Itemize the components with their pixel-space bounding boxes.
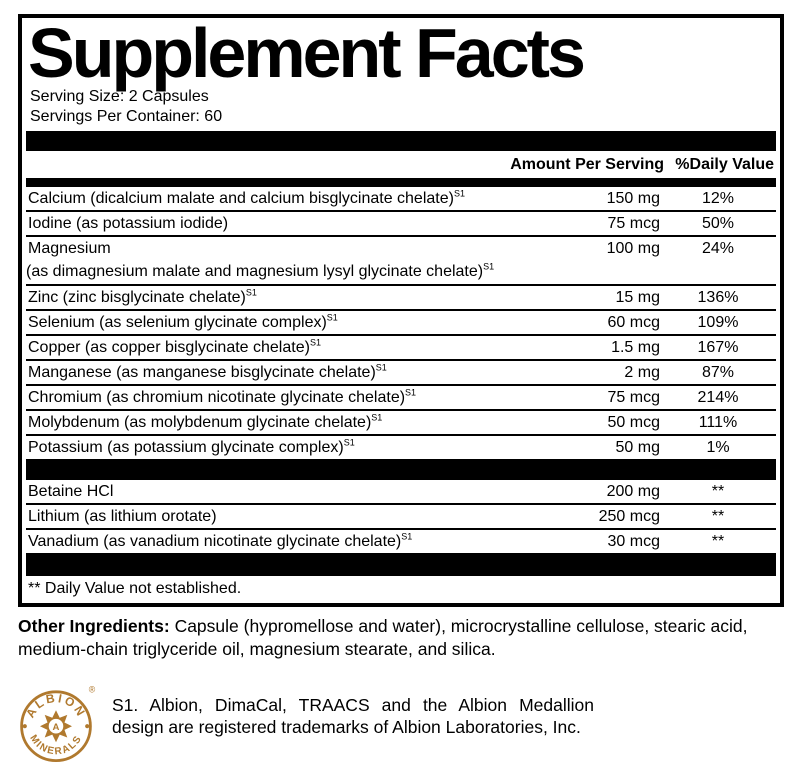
logo-right-dot [85,724,89,728]
header-divider-bar [26,178,776,187]
supplement-label-page [0,14,800,758]
trademark-line1: S1. Albion, DimaCal, TRAACS and the Albion Medallion [112,695,594,715]
nutrient-daily-value: 24% [701,240,735,257]
table-row-line [26,436,776,459]
footnote-marker: S1 [401,531,413,542]
other-ingredients-text1: Capsule (hypromellose and water), microcrystalline cellulose, stearic acid, [174,616,748,636]
footnote-marker: S1 [326,312,338,323]
nutrient-name: Potassium (as potassium glycinate complex)$^{S1}$ [28,437,355,456]
servings-per-container: Servings Per Container: 60 [30,108,223,125]
nutrient-name: Chromium (as chromium nicotinate glycinate chelate)$^{S1}$ [28,387,417,406]
logo-center-letter: A [52,721,60,733]
nutrient-amount: 2 mg [624,364,660,381]
daily-value-footnote: ** Daily Value not established. [28,580,242,597]
nutrient-daily-value: 214% [697,389,739,406]
table-row [26,386,776,411]
nutrient-name: Copper (as copper bisglycinate chelate)$^{S1}$ [28,337,321,356]
nutrient-amount: 50 mg [615,439,660,456]
nutrient-name: Calcium (dicalcium malate and calcium bisglycinate chelate)$^{S1}$ [28,188,465,207]
nutrient-daily-value: ** [711,508,725,525]
logo-left-dot [23,724,27,728]
panel-title: Supplement Facts [28,14,583,92]
table-row [26,436,776,461]
table-row [26,411,776,436]
table-row [26,237,776,286]
nutrient-amount: 50 mcg [607,414,660,431]
table-row-line [26,212,776,235]
nutrient-amount: 150 mg [606,190,660,207]
header-black-bar [26,131,776,151]
trademark-statement [112,683,594,763]
other-ingredients [18,615,760,661]
nutrient-daily-value: 12% [701,190,735,207]
column-header-daily-value: %Daily Value [675,156,774,173]
nutrient-name: Lithium (as lithium orotate) [28,508,217,525]
table-row [26,212,776,237]
footer-black-bar [26,553,776,576]
nutrient-daily-value: 109% [697,314,739,331]
table-row [26,505,776,530]
trademark-line2: design are registered trademarks of Albion Laboratories, Inc. [112,717,581,737]
other-ingredients-line2: medium-chain triglyceride oil, magnesium stearate, and silica. [18,639,496,659]
table-row-line [26,411,776,434]
nutrient-amount: 75 mcg [607,389,660,406]
table-row-line [26,311,776,334]
nutrient-name: Iodine (as potassium iodide) [28,215,229,232]
table-row-line [26,361,776,384]
nutrient-amount: 60 mcg [607,314,660,331]
table-row [26,480,776,505]
albion-medallion-icon [16,683,96,763]
table-row-line [26,530,776,553]
footnote-marker: S1 [453,188,465,199]
serving-size: Serving Size: 2 Capsules [30,88,209,105]
nutrient-name-continued: (as dimagnesium malate and magnesium lysyl glycinate chelate)$^{S1}$ [26,261,495,280]
nutrient-amount: 100 mg [606,240,660,257]
nutrient-daily-value: 167% [697,339,739,356]
trademark-footer [16,683,800,763]
other-ingredients-label: Other Ingredients: [18,616,170,636]
supplement-facts-panel [18,14,784,607]
nutrient-rows [26,187,776,553]
table-row-line [26,505,776,528]
nutrient-amount: 200 mg [606,483,660,500]
nutrient-name: Magnesium [28,240,111,257]
nutrient-name: Manganese (as manganese bisglycinate chelate)$^{S1}$ [28,362,387,381]
table-row-line [26,237,776,260]
nutrient-amount: 30 mcg [607,533,660,550]
nutrient-daily-value: 111% [698,414,738,431]
table-row [26,311,776,336]
footnote-marker: S1 [343,437,355,448]
nutrient-daily-value: 87% [701,364,735,381]
table-row [26,187,776,212]
table-row-line [26,286,776,309]
table-row-line [26,480,776,503]
table-row [26,361,776,386]
nutrient-daily-value: 50% [701,215,735,232]
logo-bottom-text: MINERALS [27,733,85,758]
footnote-marker: S1 [483,261,495,272]
column-header-row [26,151,776,178]
nutrient-daily-value: 136% [697,289,739,306]
footnote-marker: S1 [245,287,257,298]
other-ingredients-line1 [18,615,760,638]
registered-trademark-icon: ® [88,684,96,695]
footnote-marker: S1 [309,337,321,348]
nutrient-amount: 75 mcg [607,215,660,232]
table-row [26,286,776,311]
footnote-marker: S1 [405,387,417,398]
nutrient-amount: 15 mg [615,289,660,306]
nutrient-daily-value: ** [711,533,725,550]
table-row [26,336,776,361]
section-separator-bar [26,461,776,480]
nutrient-name: Zinc (zinc bisglycinate chelate)$^{S1}$ [28,287,257,306]
nutrient-amount: 250 mcg [598,508,660,525]
nutrient-amount: 1.5 mg [611,339,660,356]
column-header-spacer [26,155,510,175]
column-header-amount: Amount Per Serving [510,156,664,173]
footnote-marker: S1 [375,362,387,373]
nutrient-name: Selenium (as selenium glycinate complex)$^{S1}$ [28,312,338,331]
albion-minerals-logo [16,683,96,763]
nutrient-daily-value: 1% [706,439,730,456]
nutrient-name: Molybdenum (as molybdenum glycinate chelate)$^{S1}$ [28,412,383,431]
table-row-line [26,386,776,409]
logo-top-text: ALBION [23,690,89,721]
table-row-line [26,336,776,359]
nutrient-name: Betaine HCl [28,483,114,500]
table-row-line [26,187,776,210]
table-row [26,530,776,553]
footnote-marker: S1 [371,412,383,423]
nutrient-name: Vanadium (as vanadium nicotinate glycinate chelate)$^{S1}$ [28,531,413,550]
nutrient-daily-value: ** [711,483,725,500]
